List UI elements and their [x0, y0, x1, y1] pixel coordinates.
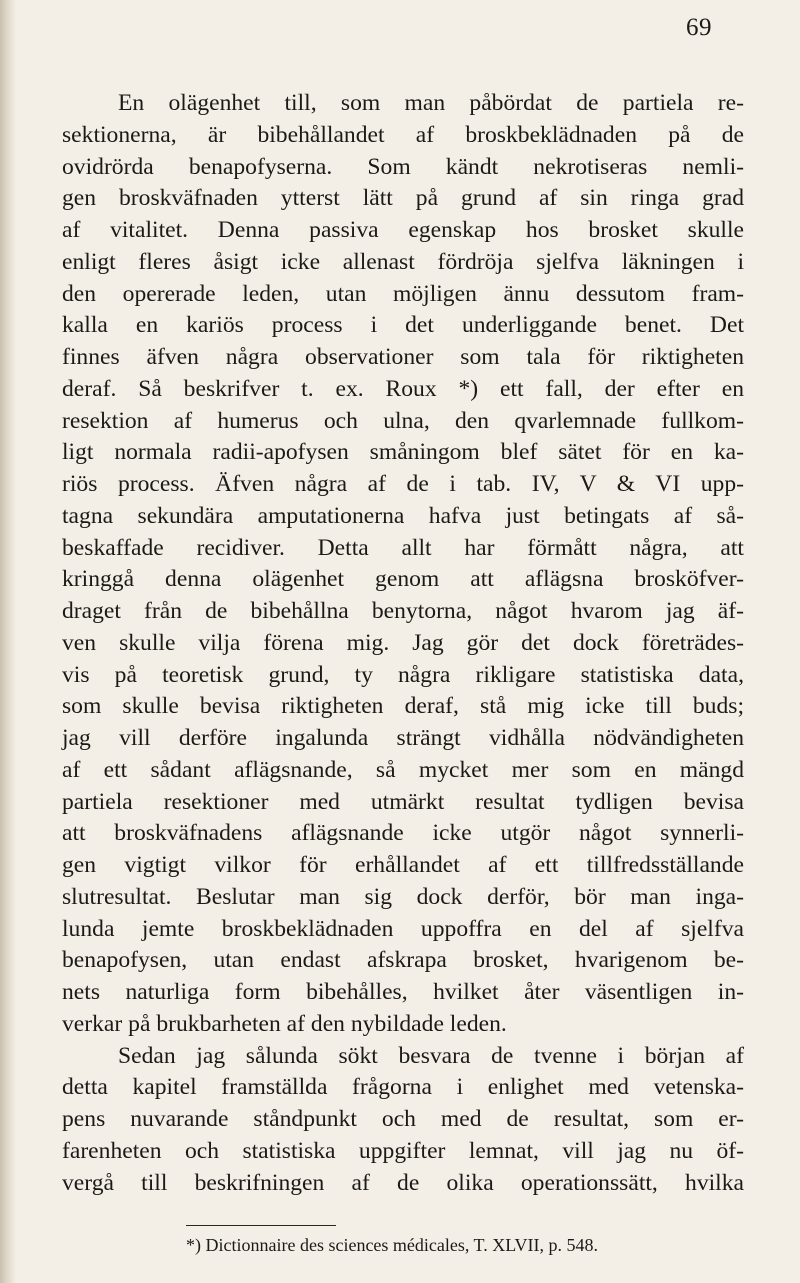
text-line: lunda jemte broskbeklädnaden uppoffra en del af sjelfva: [62, 915, 744, 942]
text-line: vis på teoretisk grund, ty några rikligare statistiska data,: [62, 661, 744, 688]
text-line: ven skulle vilja förena mig. Jag gör det dock företrädes-: [62, 629, 744, 656]
text-line: slutresultat. Beslutar man sig dock derför, bör man inga-: [62, 883, 744, 910]
text-line: finnes äfven några observationer som tala för riktigheten: [62, 344, 744, 370]
text-line: draget från de bibehållna benytorna, något hvarom jag äf-: [62, 598, 744, 624]
paragraph-1: [62, 88, 744, 1041]
body-text: [62, 88, 744, 1199]
text-line: sektionerna, är bibehållandet af broskbeklädnaden på de: [62, 121, 744, 148]
text-line: resektion af humerus och ulna, den qvarlemnade fullkom-: [62, 407, 744, 434]
text-line: nets naturliga form bibehålles, hvilket åter väsentligen in-: [62, 979, 744, 1005]
text-line: farenheten och statistiska uppgifter lemnat, vill jag nu öf-: [62, 1137, 744, 1164]
text-line: af vitalitet. Denna passiva egenskap hos brosket skulle: [62, 217, 744, 243]
text-line: ligt normala radii-apofysen småningom blef sätet för en ka-: [62, 439, 744, 466]
text-line: af ett sådant aflägsnande, så mycket mer som en mängd: [62, 756, 744, 783]
text-line: som skulle bevisa riktigheten deraf, stå mig icke till buds;: [62, 693, 744, 720]
text-line: benapofysen, utan endast afskrapa brosket, hvarigenom be-: [62, 947, 744, 974]
text-line: riös process. Äfven några af de i tab. IV, V & VI upp-: [62, 471, 744, 497]
page-number: 69: [686, 14, 712, 41]
text-line: ovidrörda benapofyserna. Som kändt nekrotiseras nemli-: [62, 153, 744, 180]
text-line: detta kapitel framställda frågorna i enlighet med vetenska-: [62, 1074, 744, 1101]
paragraph-2: [62, 1041, 744, 1200]
text-line: beskaffade recidiver. Detta allt har förmått några, att: [62, 534, 744, 561]
page-edge: [0, 0, 16, 1283]
text-line: vergå till beskrifningen af de olika operationssätt, hvilka: [62, 1169, 744, 1196]
text-line: En olägenhet till, som man påbördat de partiela re-: [118, 90, 744, 116]
text-line: tagna sekundära amputationerna hafva just betingats af så-: [62, 502, 744, 529]
text-line: att broskväfnadens aflägsnande icke utgör något synnerli-: [62, 820, 744, 847]
footnote-divider: [186, 1225, 336, 1226]
text-line: enligt fleres åsigt icke allenast fördröja sjelfva läkningen i: [62, 248, 744, 275]
text-line: den opererade leden, utan möjligen ännu dessutom fram-: [62, 280, 744, 307]
text-line: kalla en kariös process i det underliggande benet. Det: [62, 312, 744, 339]
text-line: Sedan jag sålunda sökt besvara de tvenne i början af: [118, 1042, 744, 1069]
text-line: partiela resektioner med utmärkt resultat tydligen bevisa: [62, 788, 744, 815]
text-line: kringgå denna olägenhet genom att aflägsna brosköfver-: [62, 566, 744, 593]
text-line: gen vigtigt vilkor för erhållandet af ett tillfredsställande: [62, 852, 744, 878]
footnote: *) Dictionnaire des sciences médicales, T. XLVII, p. 548.: [186, 1235, 599, 1255]
text-line: jag vill derföre ingalunda strängt vidhålla nödvändigheten: [62, 725, 744, 751]
text-line: pens nuvarande ståndpunkt och med de resultat, som er-: [62, 1106, 744, 1132]
text-line: gen broskväfnaden ytterst lätt på grund af sin ringa grad: [62, 185, 744, 212]
text-line: deraf. Så beskrifver t. ex. Roux *) ett fall, der efter en: [62, 375, 744, 402]
text-line: verkar på brukbarheten af den nybildade leden.: [62, 1010, 507, 1037]
